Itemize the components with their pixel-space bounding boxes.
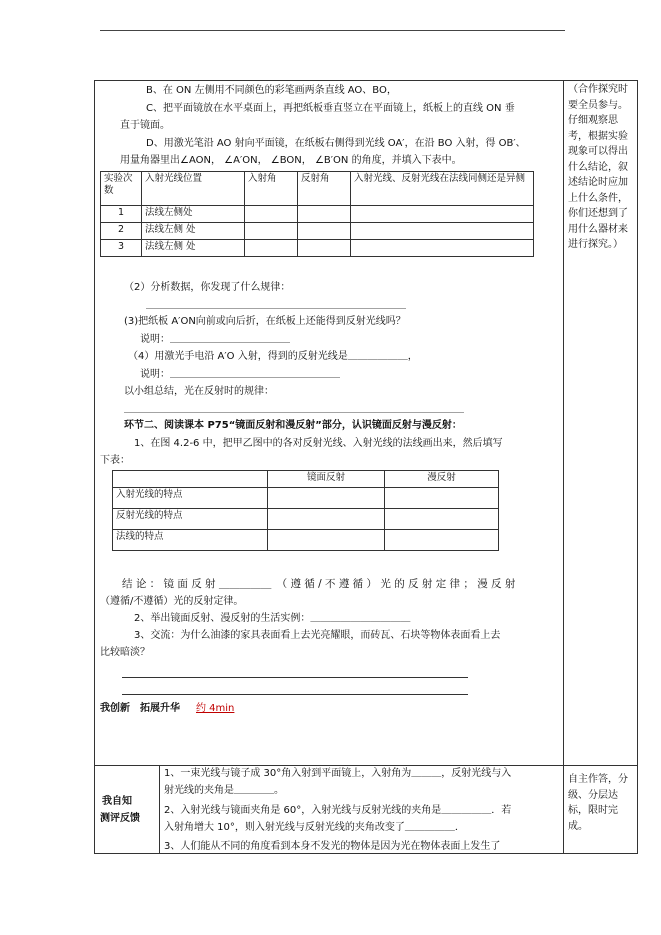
input-cell[interactable] bbox=[245, 206, 298, 223]
input-cell[interactable] bbox=[245, 240, 298, 257]
input-cell[interactable] bbox=[298, 206, 351, 223]
conclusion-item3-line2: 比较暗淡？ bbox=[100, 647, 150, 658]
right-column-note: （合作探究时要全员参与。仔细观察思考，根据实验现象可以得出什么结论，叙述结论时应加上什么条件，你们还想到了用什么器材来进行探究。） bbox=[568, 84, 628, 250]
question-3: (3)把纸板 A′ON向前或向后折，在纸板上还能得到反射光线吗？ bbox=[124, 316, 406, 327]
table-row-position: 法线左侧 处 bbox=[142, 223, 245, 240]
eval-label-line1: 我自知 bbox=[102, 796, 132, 807]
conclusion-line1: 结 论 ： 镜 面 反 射 ＿＿＿＿＿ （ 遵 循 / 不 遵 循 ） 光 的 反 射 定 律 ； 漫 反 射 bbox=[122, 578, 516, 590]
eval-right-note: 自主作答，分级、分层达标，限时完成。 bbox=[568, 774, 628, 832]
right-column-divider bbox=[563, 81, 564, 853]
input-cell[interactable] bbox=[268, 488, 385, 509]
step-c-line2: 直于镜面。 bbox=[120, 120, 170, 131]
header-trial: 实验次数 bbox=[101, 172, 142, 206]
eval-label-divider bbox=[159, 765, 160, 853]
header-incident-angle: 入射角 bbox=[245, 172, 298, 206]
answer-line[interactable] bbox=[122, 677, 468, 678]
input-cell[interactable] bbox=[385, 530, 499, 551]
header-incident-position: 入射光线位置 bbox=[142, 172, 245, 206]
row-label-reflected: 反射光线的特点 bbox=[113, 509, 268, 530]
table-row-position: 法线左侧 处 bbox=[142, 240, 245, 257]
question-4: （4）用激光手电沿 A′O 入射，得到的反射光线是＿＿＿＿＿＿， bbox=[128, 351, 418, 362]
innovate-label: 我创新 拓展升华 bbox=[100, 703, 180, 714]
input-cell[interactable] bbox=[351, 240, 534, 257]
header-diffuse: 漫反射 bbox=[385, 471, 499, 488]
section-2-item1-line1: 1、在图 4.2-6 中，把甲乙图中的各对反射光线、入射光线的法线画出来，然后填写 bbox=[134, 438, 503, 449]
conclusion-item2: 2、举出镜面反射、漫反射的生活实例：＿＿＿＿＿＿＿＿＿＿ bbox=[134, 613, 411, 624]
answer-line[interactable] bbox=[122, 694, 468, 695]
input-cell[interactable] bbox=[351, 223, 534, 240]
eval-q2-line1: 2、入射光线与镜面夹角是 60°，入射光线与反射光线的夹角是＿＿＿＿＿．若 bbox=[164, 805, 512, 816]
input-cell[interactable] bbox=[245, 223, 298, 240]
section-2-title: 环节二、阅读课本 P75“镜面反射和漫反射”部分，认识镜面反射与漫反射： bbox=[124, 420, 462, 431]
innovate-time: 约 4min bbox=[196, 703, 235, 714]
question-4-explain[interactable]: 说明：＿＿＿＿＿＿＿＿＿＿＿＿＿＿＿＿＿ bbox=[140, 369, 340, 380]
table-row-num: 2 bbox=[101, 223, 142, 240]
eval-label-line2: 测评反馈 bbox=[100, 813, 140, 824]
input-cell[interactable] bbox=[385, 509, 499, 530]
conclusion-item3-line1: 3、交流：为什么油漆的家具表面看上去光亮耀眼，而砖瓦、石块等物体表面看上去 bbox=[134, 630, 501, 641]
question-3-explain[interactable]: 说明：＿＿＿＿＿＿＿＿＿＿＿＿ bbox=[140, 334, 290, 345]
table-row-num: 1 bbox=[101, 206, 142, 223]
row-label-incident: 入射光线的特点 bbox=[113, 488, 268, 509]
header-blank bbox=[113, 471, 268, 488]
input-cell[interactable] bbox=[298, 240, 351, 257]
experiment-table bbox=[100, 171, 534, 257]
table-row-num: 3 bbox=[101, 240, 142, 257]
question-2: （2）分析数据，你发现了什么规律： bbox=[124, 282, 291, 293]
eval-q1-line1: 1、一束光线与镜子成 30°角入射到平面镜上，入射角为＿＿＿，反射光线与入 bbox=[164, 768, 512, 779]
input-cell[interactable] bbox=[298, 223, 351, 240]
header-same-side: 入射光线、反射光线在法线同侧还是异侧 bbox=[351, 172, 534, 206]
header-specular: 镜面反射 bbox=[268, 471, 385, 488]
eval-q1-line2: 射光线的夹角是＿＿＿＿。 bbox=[164, 785, 284, 796]
header-reflect-angle: 反射角 bbox=[298, 172, 351, 206]
table-row-position: 法线左侧处 bbox=[142, 206, 245, 223]
summary-prompt: 以小组总结，光在反射时的规律： bbox=[124, 386, 274, 397]
eval-q3-line1: 3、人们能从不同的角度看到本身不发光的物体是因为光在物体表面上发生了 bbox=[164, 841, 501, 852]
step-b: B、在 ON 左侧用不同颜色的彩笔画两条直线 AO、BO， bbox=[146, 85, 397, 96]
input-cell[interactable] bbox=[385, 488, 499, 509]
input-cell[interactable] bbox=[268, 509, 385, 530]
eval-row-divider bbox=[95, 765, 637, 766]
reflection-compare-table bbox=[112, 470, 499, 551]
step-c-line1: C、把平面镜放在水平桌面上，再把纸板垂直竖立在平面镜上，纸板上的直线 ON 垂 bbox=[146, 103, 515, 114]
step-d-line2: 用量角器里出∠AON， ∠A′ON， ∠BON， ∠B′ON 的角度，并填入下表中。 bbox=[120, 155, 462, 166]
input-cell[interactable] bbox=[268, 530, 385, 551]
page-header-rule bbox=[100, 30, 565, 31]
section-2-item1-line2: 下表： bbox=[100, 455, 130, 466]
step-d-line1: D、用激光笔沿 AO 射向平面镜，在纸板右侧得到光线 OA′，在沿 BO 入射，得 OB′、 bbox=[146, 138, 526, 149]
row-label-normal: 法线的特点 bbox=[113, 530, 268, 551]
question-2-blank[interactable]: ＿＿＿＿＿＿＿＿＿＿＿＿＿＿＿＿＿＿＿＿＿＿＿＿＿＿ bbox=[146, 300, 406, 311]
summary-blank[interactable]: ＿＿＿＿＿＿＿＿＿＿＿＿＿＿＿＿＿＿＿＿＿＿＿＿＿＿＿＿＿＿＿＿＿＿ bbox=[124, 404, 464, 415]
eval-q2-line2: 入射角增大 10°，则入射光线与反射光线的夹角改变了＿＿＿＿＿． bbox=[164, 822, 465, 833]
input-cell[interactable] bbox=[351, 206, 534, 223]
conclusion-line2: （遵循/不遵循）光的反射定律。 bbox=[100, 596, 244, 607]
